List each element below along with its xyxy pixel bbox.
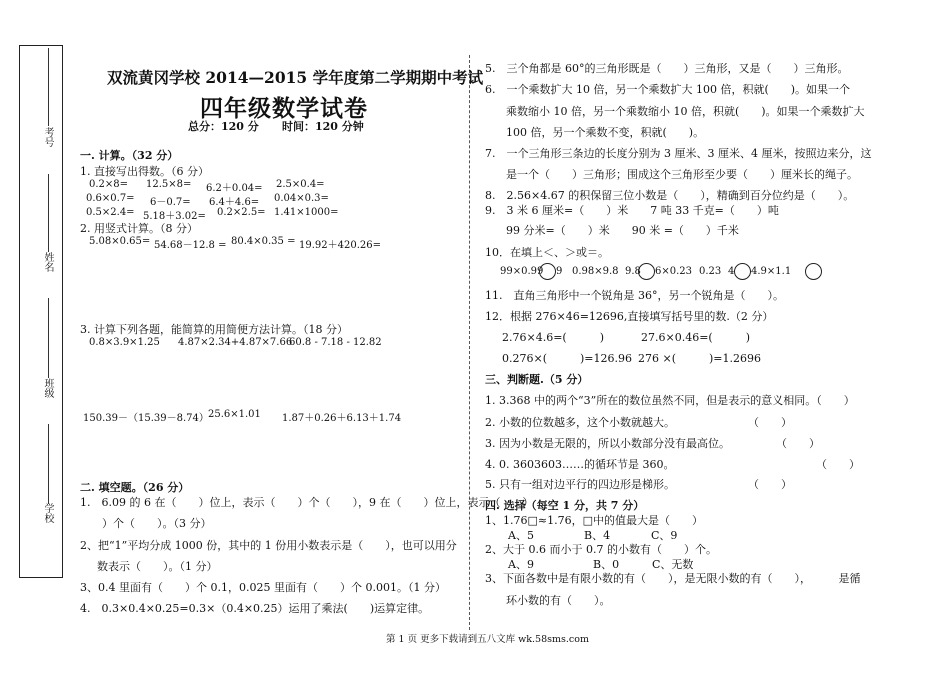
q2-item: 5.08×0.65= [89,236,151,247]
fill-q11: 11. 直角三角形中一个锐角是 36°，另一个锐角是（ ）。 [485,289,784,302]
compare-circle[interactable] [638,263,655,280]
compare-item: 99×0.99 [500,266,544,277]
fill-q10-heading: 10．在填上＜、＞或＝。 [485,246,609,259]
school-label: 学校 [42,503,53,523]
exam-subtitle: 四年级数学试卷 [200,95,368,122]
q1-item: 0.2×8= [89,179,129,190]
q1-item: 6.2＋0.04= [206,183,263,194]
total-score: 总分：120 分 [188,120,259,133]
fill-q12-item: 276 ×( )=1.2696 [638,352,761,365]
judge-item: 3. 因为小数是无限的，所以小数部分没有最高位。 [485,437,730,450]
section2-heading: 二. 填空题。（26 分） [80,481,190,494]
q1-item: 0.5×2.4= [86,207,135,218]
q1-heading: 1. 直接写出得数。（6 分） [80,165,209,178]
judge-bracket[interactable]: （ ） [776,437,820,450]
class-line[interactable] [48,298,49,378]
exam-number-line[interactable] [48,48,49,126]
q3-item: 1.87＋0.26＋6.13＋1.74 [282,413,402,424]
compare-item: 4 [728,266,735,277]
fill-q7: 7. 一个三角形三条边的长度分别为 3 厘米、3 厘米、4 厘米，按照边来分，这 [485,147,872,160]
q1-item: 0.2×2.5= [217,207,266,218]
compare-circle[interactable] [734,263,751,280]
fill-q8: 8. 2.56×4.67 的积保留三位小数是（ ），精确到百分位约是（ ）。 [485,189,855,202]
choice-option[interactable]: B、0 [593,558,620,571]
choice-q3-cont: 环小数的有（ ）。 [506,594,611,607]
q3-item: 0.8×3.9×1.25 [89,337,160,348]
section4-heading: 四. 选择（每空 1 分，共 7 分） [485,499,645,512]
compare-item: 0.23 [699,266,722,277]
fill-q6: 6. 一个乘数扩大 10 倍，另一个乘数扩大 100 倍，积就( )。如果一个 [485,83,851,96]
binding-strip [19,45,63,578]
time-limit: 时间：120 分钟 [282,120,364,133]
q1-item: 2.5×0.4= [276,179,325,190]
fill-q4: 4. 0.3×0.4×0.25=0.3×（0.4×0.25）运用了乘法( )运算定律。 [80,602,430,615]
school-line[interactable] [48,424,49,504]
fill-q7-cont: 是一个（ ）三角形；围成这个三角形至少要（ ）厘米长的绳子。 [506,168,858,181]
q1-item: 0.04×0.3= [274,193,329,204]
exam-title: 双流黄冈学校 2014—2015 学年度第二学期期中考试 [107,68,484,87]
page-footer: 第 1 页 更多下载请到五八文库 wk.58sms.com [386,634,589,645]
judge-bracket[interactable]: （ ） [748,416,792,429]
compare-circle[interactable] [539,263,556,280]
fill-q2: 2、把“1”平均分成 1000 份，其中的 1 份用小数表示是（ ），也可以用分 [80,539,457,552]
fill-q12-heading: 12．根据 276×46=12696,直接填写括号里的数.（2 分） [485,310,774,323]
q2-heading: 2. 用竖式计算。（8 分） [80,222,198,235]
fill-q1-cont: ）个（ ）。（3 分） [102,517,212,530]
name-line[interactable] [48,174,49,252]
judge-bracket[interactable]: （ ） [748,478,792,491]
compare-item: 4.9×1.1 [751,266,792,277]
fill-q1: 1. 6.09 的 6 在（ ）位上，表示（ ）个（ ），9 在（ ）位上，表示（ ） [80,496,534,509]
fill-q3: 3、0.4 里面有（ ）个 0.1，0.025 里面有（ ）个 0.001。（1 分） [80,581,446,594]
fill-q6-cont2: 100 倍，另一个乘数不变，积就( )。 [506,126,705,139]
q1-item: 6－0.7= [150,197,191,208]
fill-q12-item: 2.76×4.6=( ) [502,331,605,344]
fill-q9-cont: 99 分米=（ ）米 90 米 =（ ）千米 [506,224,739,237]
class-label: 班级 [42,378,53,398]
compare-item: 9.8 [625,266,641,277]
q1-item: 12.5×8= [146,179,192,190]
fill-q2-cont: 数表示（ ）。（1 分） [97,560,218,573]
choice-option[interactable]: B、4 [584,529,611,542]
choice-q2: 2、大于 0.6 而小于 0.7 的小数有（ ）个。 [485,543,717,556]
section1-heading: 一. 计算。（32 分） [80,149,179,162]
fill-q5: 5. 三个角都是 60°的三角形既是（ ）三角形，又是（ ）三角形。 [485,62,849,75]
fill-q6-cont: 乘数缩小 10 倍，另一个乘数缩小 10 倍，积就( )。如果一个乘数扩大 [506,105,865,118]
name-label: 姓名 [42,252,53,272]
q3-heading: 3. 计算下列各题，能简算的用简便方法计算。（18 分） [80,323,348,336]
q3-item: 150.39－（15.39－8.74） [83,413,209,424]
compare-item: 6×0.23 [655,266,693,277]
compare-circle[interactable] [805,263,822,280]
fill-q12-item: 27.6×0.46=( ) [641,331,751,344]
choice-option[interactable]: C、无数 [652,558,694,571]
choice-option[interactable]: A、9 [508,558,534,571]
choice-option[interactable]: C、9 [651,529,678,542]
choice-q1: 1、1.76□≈1.76，□中的值最大是（ ） [485,514,703,527]
q1-item: 1.41×1000= [274,207,339,218]
choice-option[interactable]: A、5 [508,529,534,542]
column-divider [469,55,470,630]
fill-q9: 9. 3 米 6 厘米=（ ）米 7 吨 33 千克=（ ）吨 [485,204,779,217]
q2-item: 19.92＋420.26= [299,240,381,251]
judge-item: 2. 小数的位数越多，这个小数就越大。 [485,416,675,429]
judge-item: 4. 0. 3603603……的循环节是 360。 [485,458,675,471]
q3-item: 4.87×2.34+4.87×7.66 [178,337,293,348]
q3-item: 60.8 - 7.18 - 12.82 [289,337,382,348]
compare-item: 0.98×9.8 [572,266,619,277]
q1-item: 5.18＋3.02= [143,211,206,222]
judge-bracket[interactable]: （ ） [816,458,860,471]
exam-number-label: 考号 [42,127,53,147]
q1-item: 0.6×0.7= [86,193,135,204]
choice-q3: 3、下面各数中是有限小数的有（ ），是无限小数的有（ ）， 是循 [485,572,861,585]
judge-item: 5. 只有一组对边平行的四边形是梯形。 [485,478,675,491]
judge-item: 1. 3.368 中的两个“3”所在的数位虽然不同，但是表示的意义相同。（ ） [485,394,855,407]
section3-heading: 三、判断题.（5 分） [485,373,589,386]
q2-item: 54.68－12.8 = [154,240,227,251]
fill-q12-item: 0.276×( )=126.96 [502,352,632,365]
q3-item: 25.6×1.01 [208,409,261,420]
q1-item: 6.4＋4.6= [209,197,260,208]
q2-item: 80.4×0.35 = [231,236,296,247]
compare-item: 9 [556,266,563,277]
